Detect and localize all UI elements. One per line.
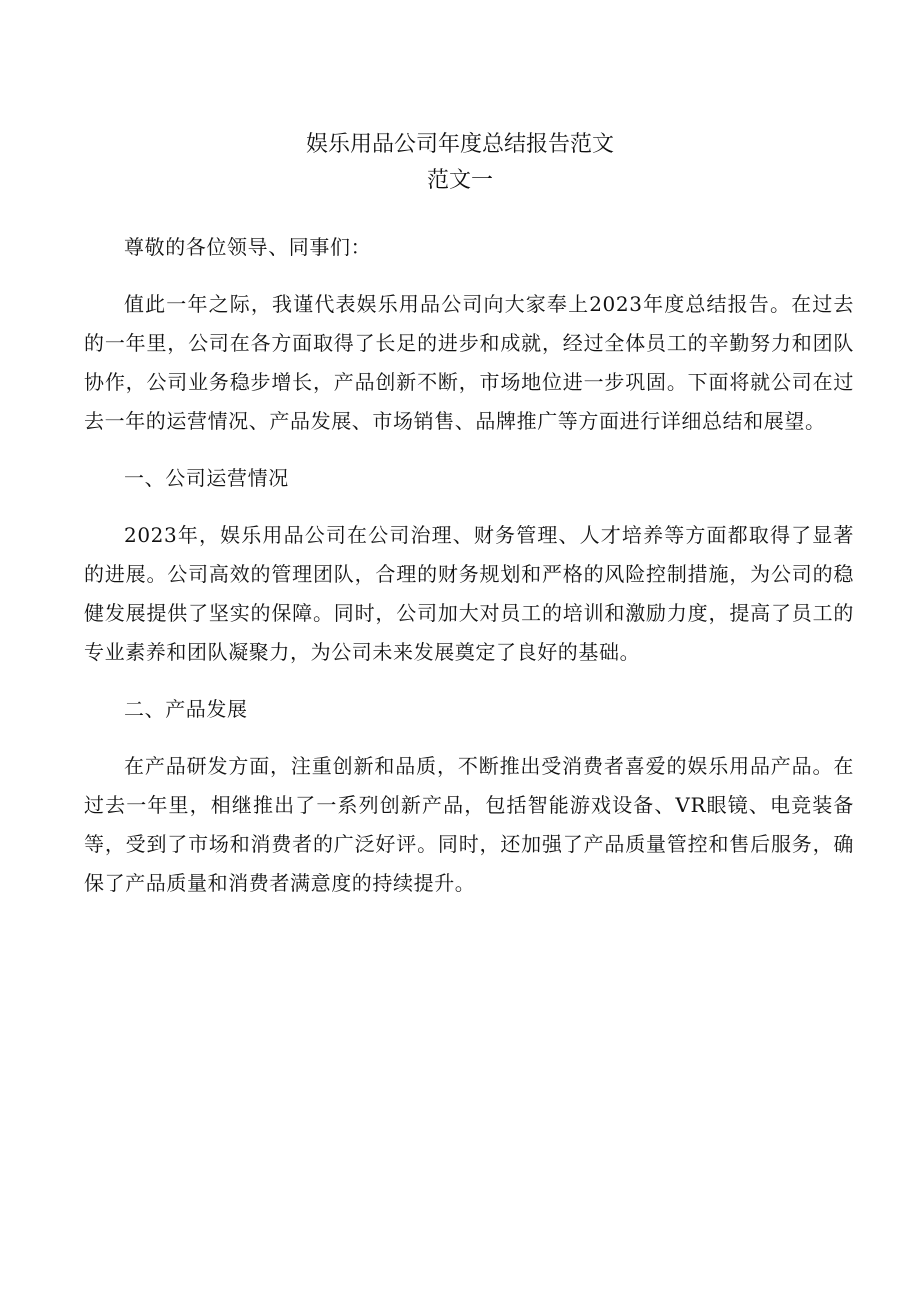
salutation: 尊敬的各位领导、同事们：	[124, 235, 372, 259]
document-body	[84, 228, 854, 921]
section-heading-products: 二、产品发展	[124, 696, 248, 721]
document-subtitle: 范文一	[426, 168, 493, 193]
paragraph-products: 在产品研发方面，注重创新和品质，不断推出受消费者喜爱的娱乐用品产品。在过去一年里，相继推出了一系列创新产品，包括智能游戏设备、VR眼镜、电竞装备等，受到了市场和消费者的广泛好评。同时，还加强了产品质量管控和售后服务，确保了产品质量和消费者满意度的持续提升。	[84, 754, 854, 895]
document-title: 娱乐用品公司年度总结报告范文	[305, 132, 614, 157]
section-heading-operations: 一、公司运营情况	[124, 465, 289, 490]
paragraph-operations: 2023年，娱乐用品公司在公司治理、财务管理、人才培养等方面都取得了显著的进展。公司高效的管理团队，合理的财务规划和严格的风险控制措施，为公司的稳健发展提供了坚实的保障。同时，公司加大对员工的培训和激励力度，提高了员工的专业素养和团队凝聚力，为公司未来发展奠定了良好的基础。	[84, 523, 854, 664]
title-block	[0, 127, 920, 199]
paragraph-intro: 值此一年之际，我谨代表娱乐用品公司向大家奉上2023年度总结报告。在过去的一年里，公司在各方面取得了长足的进步和成就，经过全体员工的辛勤努力和团队协作，公司业务稳步增长，产品创新不断，市场地位进一步巩固。下面将就公司在过去一年的运营情况、产品发展、市场销售、品牌推广等方面进行详细总结和展望。	[84, 292, 854, 433]
